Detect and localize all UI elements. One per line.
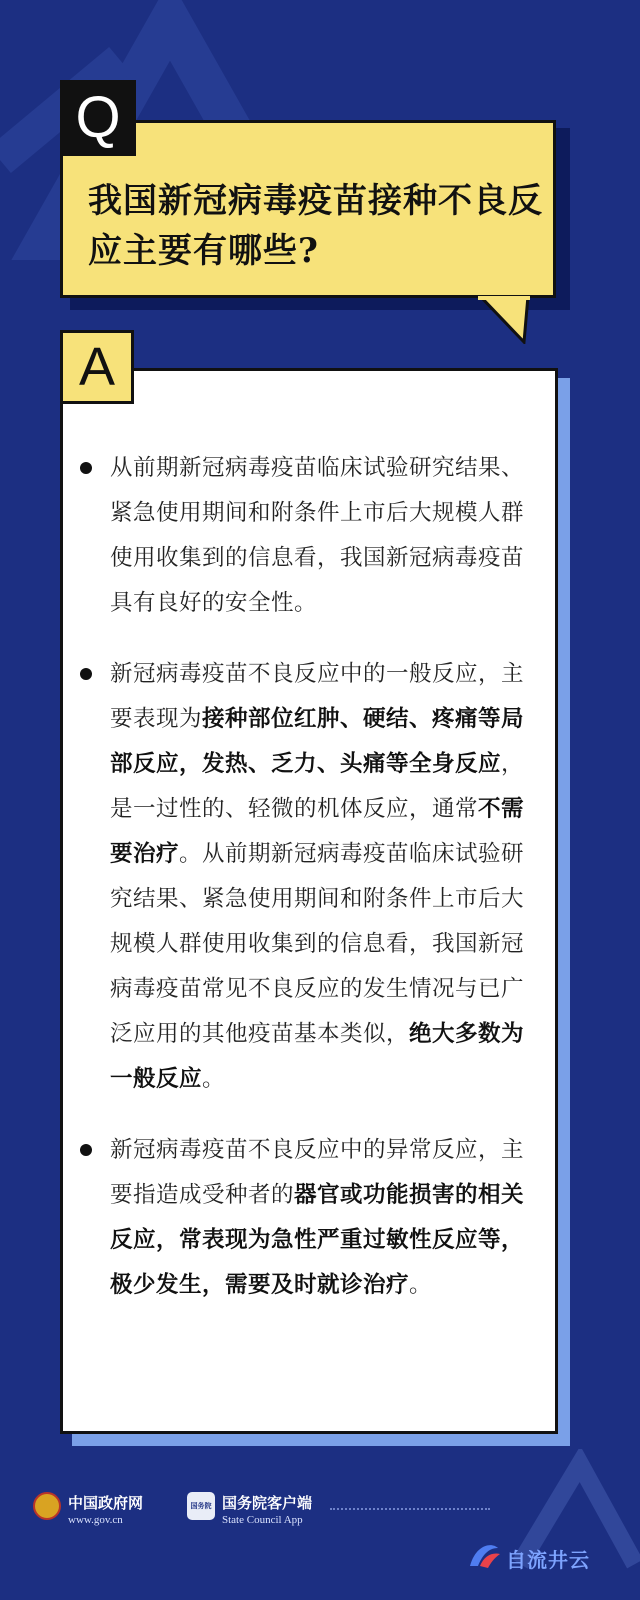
- question-title: 我国新冠病毒疫苗接种不良反应主要有哪些?: [88, 181, 543, 271]
- answer-text: ，是一过性的、轻微的机体反应，通常: [110, 751, 525, 822]
- dotted-divider: [330, 1508, 490, 1510]
- app-english-name: State Council App: [222, 1514, 303, 1526]
- state-council-app-icon: 国务院: [187, 1492, 215, 1520]
- answer-badge: A: [60, 330, 134, 404]
- watermark-logo-icon: [466, 1540, 502, 1570]
- bullet-icon: [80, 668, 92, 680]
- answer-item: [80, 1128, 535, 1308]
- footer: [0, 1480, 640, 1600]
- answer-text: 。从前期新冠病毒疫苗临床试验研究结果、紧急使用期间和附条件上市后大规模人群使用收集到的信息看，我国新冠病毒疫苗常见不良反应的发生情况与已广泛应用的其他疫苗基本类似，: [110, 841, 525, 1047]
- answer-emphasis: 器官或功能损害的相关反应，常表现为急性严重过敏性反应等，极少发生，需要及时就诊治疗: [110, 1182, 525, 1298]
- answer-item: [80, 446, 535, 626]
- answer-text: 从前期新冠病毒疫苗临床试验研究结果、紧急使用期间和附条件上市后大规模人群使用收集到的信息看，我国新冠病毒疫苗具有良好的安全性。: [110, 455, 525, 616]
- gov-site-url: www.gov.cn: [68, 1514, 123, 1526]
- app-name: 国务院客户端: [222, 1494, 313, 1512]
- answer-emphasis: 接种部位红肿、硬结、疼痛等局部反应，发热、乏力、头痛等全身反应: [110, 706, 525, 777]
- bullet-icon: [80, 1144, 92, 1156]
- question-badge: Q: [60, 80, 136, 156]
- gov-site-name: 中国政府网: [68, 1494, 144, 1512]
- answer-list: [80, 446, 535, 1334]
- watermark-text: 自流井云: [506, 1548, 590, 1572]
- national-emblem-icon: [33, 1492, 61, 1520]
- answer-text: 。: [202, 1066, 226, 1092]
- answer-emphasis: 绝大多数为一般反应: [110, 1021, 525, 1092]
- answer-text: 新冠病毒疫苗不良反应中的一般反应，主要表现为: [110, 661, 525, 732]
- bullet-icon: [80, 462, 92, 474]
- speech-bubble-tail: [478, 296, 538, 344]
- answer-item: [80, 652, 535, 1102]
- answer-emphasis: 不需要治疗: [110, 796, 525, 867]
- answer-text: 。: [409, 1272, 433, 1298]
- answer-text: 新冠病毒疫苗不良反应中的异常反应，主要指造成受种者的: [110, 1137, 525, 1208]
